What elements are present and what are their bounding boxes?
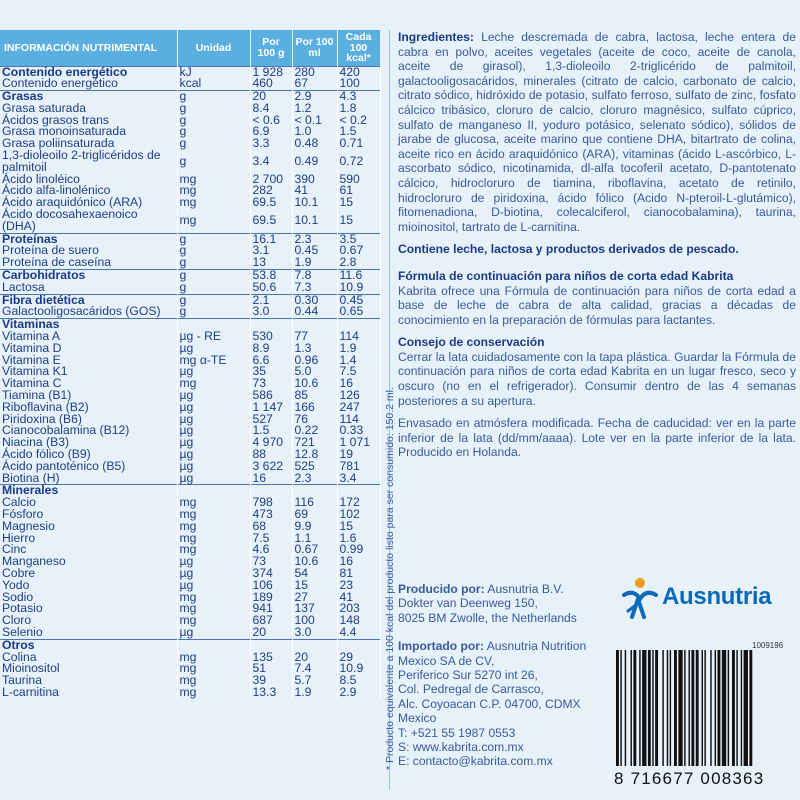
value-per-100kcal: 41 <box>337 592 380 604</box>
nutrient-name: Ácido fólico (B9) <box>0 449 177 461</box>
value-per-100kcal: 114 <box>337 414 380 426</box>
nutrient-name: Ácido araquidónico (ARA) <box>0 197 177 209</box>
value-per-100g: 687 <box>250 615 292 627</box>
value-per-100kcal: 1.9 <box>337 343 380 355</box>
value-per-100ml: 54 <box>292 568 337 580</box>
value-per-100g: 20 <box>250 91 292 103</box>
unit: g <box>177 257 250 269</box>
value-per-100g: 16.1 <box>250 233 292 245</box>
nutrient-name: Cianocobalamina (B12) <box>0 425 177 437</box>
unit: mg <box>177 497 250 509</box>
unit: µg <box>177 437 250 449</box>
value-per-100g: 941 <box>250 603 292 615</box>
value-per-100g: 2.1 <box>250 294 292 306</box>
nutrient-name: Colina <box>0 652 177 664</box>
value-per-100g: 473 <box>250 509 292 521</box>
nutrition-table <box>0 30 381 699</box>
value-per-100kcal: 1 071 <box>337 437 380 449</box>
ingredients-text: Leche descremada de cabra, lactosa, leche entera de cabra en polvo, aceites vegetales (aceite de coco, aceite de canola, aceite de girasol), 1,3-dioleoilo 2-triglicérido de palmitoil, galactooligosacáridos, minerales (citrato de calcio, carbonato de calcio, citrato sódico, hidróxido de potasio, sulfato ferroso, sulfato de zinc, fosfato cálcico tribásico, cloruro de calcio, cloruro magnésico, sulfato cúprico, sulfato de manganeso II, yoduro potásico, selenato sódico), sólidos de jarabe de glucosa, aceite marino que contiene DHA, bitartrato de colina, aceite rico en ácido araquidónico (ARA), vitaminas (ácido L-ascórbico, L-ascorbato sódico, nicotinamida, dl-alfa tocoferil acetato, D-pantotenato cálcico, hidrocloruro de tiamina, riboflavina, acetato de retinilo, hidrocloruro de piridoxina, ácido fólico (Acido N-pteroil-L-glutámico), fitomenadiona, D-biotina, colecalciferol, cianocobalamina), taurina, mioinositol, tartrato de L-carnitina. <box>398 30 796 234</box>
value-per-100ml: 1.9 <box>292 257 337 269</box>
unit: mg α-TE <box>177 355 250 367</box>
value-per-100g: 69.5 <box>250 209 292 233</box>
value-per-100ml: 10.1 <box>292 209 337 233</box>
nutrient-name: Yodo <box>0 580 177 592</box>
unit: mg <box>177 603 250 615</box>
unit: mg <box>177 652 250 664</box>
table-row <box>0 150 380 174</box>
unit: µg <box>177 402 250 414</box>
unit: mg <box>177 675 250 687</box>
ausnutria-mark-icon <box>616 575 660 619</box>
table-row <box>0 627 380 639</box>
value-per-100kcal: < 0.2 <box>337 115 380 127</box>
value-per-100g: 6.6 <box>250 355 292 367</box>
value-per-100kcal: 0.71 <box>337 138 380 150</box>
value-per-100ml: 41 <box>292 185 337 197</box>
value-per-100kcal: 15 <box>337 521 380 533</box>
unit: mg <box>177 663 250 675</box>
value-per-100g: 1 147 <box>250 402 292 414</box>
value-per-100g: 2 700 <box>250 174 292 186</box>
small-code: 1009196 <box>752 641 784 650</box>
value-per-100g: 16 <box>250 473 292 485</box>
nutrient-name: Grasa poliinsaturada <box>0 138 177 150</box>
nutrient-name: Ácido docosahexaenoico (DHA) <box>0 209 177 233</box>
value-per-100kcal: 2.8 <box>337 257 380 269</box>
nutrient-name: Contenido energético <box>0 66 177 78</box>
nutrient-name: Galactooligosacáridos (GOS) <box>0 306 177 318</box>
unit: g <box>177 282 250 294</box>
value-per-100kcal: 420 <box>337 66 380 78</box>
value-per-100g: 6.9 <box>250 126 292 138</box>
value-per-100ml: 67 <box>292 78 337 90</box>
unit: g <box>177 103 250 115</box>
value-per-100g: 1 928 <box>250 66 292 78</box>
value-per-100ml: 0.96 <box>292 355 337 367</box>
nutrient-name: Magnesio <box>0 521 177 533</box>
value-per-100ml: 7.8 <box>292 270 337 282</box>
nutrition-table-body <box>0 66 380 699</box>
unit: µg - RE <box>177 331 250 343</box>
unit: mg <box>177 544 250 556</box>
value-per-100kcal: 1.6 <box>337 533 380 545</box>
nutrient-name: Mioinositol <box>0 663 177 675</box>
unit: mg <box>177 185 250 197</box>
value-per-100ml: 1.9 <box>292 687 337 699</box>
logo-text: Ausnutria <box>662 583 772 610</box>
value-per-100kcal: 3.4 <box>337 473 380 485</box>
value-per-100g: 282 <box>250 185 292 197</box>
value-per-100ml: 5.0 <box>292 366 337 378</box>
nutrient-name: Ácido pantoténico (B5) <box>0 461 177 473</box>
value-per-100ml: 525 <box>292 461 337 473</box>
value-per-100kcal: 0.45 <box>337 294 380 306</box>
nutrient-name: Vitamina A <box>0 331 177 343</box>
nutrient-name: Hierro <box>0 533 177 545</box>
value-per-100kcal: 100 <box>337 78 380 90</box>
value-per-100kcal: 15 <box>337 209 380 233</box>
nutrient-name: Vitamina K1 <box>0 366 177 378</box>
value-per-100ml: 0.67 <box>292 544 337 556</box>
value-per-100kcal: 0.67 <box>337 245 380 257</box>
value-per-100g: 586 <box>250 390 292 402</box>
value-per-100ml: 12.8 <box>292 449 337 461</box>
importer-line: Importado por: Ausnutria Nutrition <box>398 639 587 654</box>
importer-address-4: Alc. Coyoacan C.P. 04700, CDMX <box>398 696 581 711</box>
value-per-100g: 8.9 <box>250 343 292 355</box>
nutrient-name: Grasas <box>0 91 177 103</box>
unit: µg <box>177 366 250 378</box>
importer-email: E: contacto@kabrita.com.mx <box>398 754 553 769</box>
nutrient-name: Sodio <box>0 592 177 604</box>
ingredients-block <box>398 30 796 234</box>
value-per-100kcal: 11.6 <box>337 270 380 282</box>
value-per-100ml: 0.44 <box>292 306 337 318</box>
value-per-100ml: 137 <box>292 603 337 615</box>
nutrient-name: Cinc <box>0 544 177 556</box>
nutrient-name: Niacina (B3) <box>0 437 177 449</box>
value-per-100kcal: 1.5 <box>337 126 380 138</box>
value-per-100ml: 390 <box>292 174 337 186</box>
value-per-100kcal: 203 <box>337 603 380 615</box>
value-per-100kcal: 114 <box>337 331 380 343</box>
value-per-100g: 106 <box>250 580 292 592</box>
value-per-100g: 7.5 <box>250 533 292 545</box>
value-per-100kcal: 590 <box>337 174 380 186</box>
unit: g <box>177 138 250 150</box>
header-per-100g: Por 100 g <box>250 30 292 66</box>
unit: µg <box>177 461 250 473</box>
unit: mg <box>177 509 250 521</box>
value-per-100g: 39 <box>250 675 292 687</box>
unit: µg <box>177 580 250 592</box>
unit: mg <box>177 592 250 604</box>
producer-line: Producido por: Ausnutria B.V. <box>398 582 564 596</box>
nutrient-name: Proteínas <box>0 233 177 245</box>
value-per-100kcal: 148 <box>337 615 380 627</box>
value-per-100g: 3.4 <box>250 150 292 174</box>
value-per-100g: 3.0 <box>250 306 292 318</box>
table-row <box>0 209 380 233</box>
nutrient-name: Vitaminas <box>0 319 177 331</box>
nutrient-name: Lactosa <box>0 282 177 294</box>
unit: g <box>177 150 250 174</box>
nutrient-name: Selenio <box>0 627 177 639</box>
address-block <box>398 582 628 769</box>
value-per-100ml: 1.3 <box>292 343 337 355</box>
value-per-100kcal: 61 <box>337 185 380 197</box>
right-column <box>398 30 796 460</box>
importer-address-3: Col. Pedregal de Carrasco, <box>398 682 544 697</box>
value-per-100g: 53.8 <box>250 270 292 282</box>
nutrient-name: Grasa saturada <box>0 103 177 115</box>
nutrient-name: Tiamina (B1) <box>0 390 177 402</box>
value-per-100kcal: 102 <box>337 509 380 521</box>
value-per-100ml: 9.9 <box>292 521 337 533</box>
value-per-100ml: 85 <box>292 390 337 402</box>
value-per-100g: 3 622 <box>250 461 292 473</box>
unit: g <box>177 126 250 138</box>
unit: µg <box>177 390 250 402</box>
unit: mg <box>177 378 250 390</box>
nutrient-name: Vitamina D <box>0 343 177 355</box>
value-per-100kcal: 16 <box>337 378 380 390</box>
value-per-100kcal: 16 <box>337 556 380 568</box>
unit: kcal <box>177 78 250 90</box>
value-per-100ml: 166 <box>292 402 337 414</box>
unit: g <box>177 270 250 282</box>
nutrient-name: Otros <box>0 639 177 651</box>
value-per-100g: 13 <box>250 257 292 269</box>
value-per-100ml: < 0.1 <box>292 115 337 127</box>
value-per-100ml: 721 <box>292 437 337 449</box>
value-per-100ml: 7.4 <box>292 663 337 675</box>
value-per-100ml: 77 <box>292 331 337 343</box>
nutrient-name: L-carnitina <box>0 687 177 699</box>
unit: µg <box>177 449 250 461</box>
unit: g <box>177 294 250 306</box>
unit: mg <box>177 533 250 545</box>
value-per-100g: 51 <box>250 663 292 675</box>
value-per-100ml: 10.6 <box>292 556 337 568</box>
value-per-100ml: 10.6 <box>292 378 337 390</box>
storage-text: Cerrar la lata cuidadosamente con la tapa plástica. Guardar la Fórmula de continuación para niños de corta edad Kabrita en un lugar fresco, seco y oscuro (no en el refrigerador). Consumir dentro de las 4 semanas posteriores a su apertura. <box>398 349 796 408</box>
unit: mg <box>177 521 250 533</box>
value-per-100kcal: 172 <box>337 497 380 509</box>
unit: µg <box>177 414 250 426</box>
importer-address-2: Periferico Sur 5270 int 26, <box>398 668 538 683</box>
unit: mg <box>177 197 250 209</box>
packaging-text: Envasado en atmósfera modificada. Fecha de caducidad: ver en la parte inferior de la lata (dd/mm/aaaa). Lote ver en la parte inferior de la lata. Producido en Holanda. <box>398 416 796 460</box>
value-per-100g: 460 <box>250 78 292 90</box>
value-per-100ml: 0.49 <box>292 150 337 174</box>
value-per-100kcal: 126 <box>337 390 380 402</box>
header-per-100ml: Por 100 ml <box>292 30 337 66</box>
nutrient-name: Piridoxina (B6) <box>0 414 177 426</box>
value-per-100g: 1.5 <box>250 425 292 437</box>
unit: g <box>177 245 250 257</box>
header-per-100kcal: Cada 100 kcal* <box>337 30 380 66</box>
nutrient-name: Ácidos grasos trans <box>0 115 177 127</box>
value-per-100ml: 0.22 <box>292 425 337 437</box>
producer-address-1: Dokter van Deenweg 150, <box>398 596 538 611</box>
value-per-100g: 88 <box>250 449 292 461</box>
nutrient-name: Taurina <box>0 675 177 687</box>
value-per-100kcal: 10.9 <box>337 663 380 675</box>
nutrient-name: Ácido linoléico <box>0 174 177 186</box>
ingredients-label: Ingredientes: <box>398 30 474 44</box>
unit: mg <box>177 687 250 699</box>
nutrient-name: Fibra dietética <box>0 294 177 306</box>
value-per-100g: 8.4 <box>250 103 292 115</box>
storage-title: Consejo de conservación <box>398 335 545 350</box>
nutrient-name: Vitamina E <box>0 355 177 367</box>
unit: µg <box>177 556 250 568</box>
formula-text: Kabrita ofrece una Fórmula de continuación para niños de corta edad a base de leche de cabra de alta calidad, gracias a décadas de conocimiento en la preparación de fórmulas para lactantes. <box>398 283 796 327</box>
value-per-100g: 527 <box>250 414 292 426</box>
value-per-100ml: 20 <box>292 652 337 664</box>
value-per-100kcal: 1.4 <box>337 355 380 367</box>
value-per-100g: 68 <box>250 521 292 533</box>
value-per-100g: 3.3 <box>250 138 292 150</box>
nutrient-name: Vitamina C <box>0 378 177 390</box>
value-per-100ml: 5.7 <box>292 675 337 687</box>
unit: g <box>177 306 250 318</box>
allergen-statement: Contiene leche, lactosa y productos derivados de pescado. <box>398 242 739 257</box>
value-per-100g: 4.6 <box>250 544 292 556</box>
value-per-100ml: 280 <box>292 66 337 78</box>
value-per-100kcal: 0.99 <box>337 544 380 556</box>
nutrient-name: Riboflavina (B2) <box>0 402 177 414</box>
value-per-100kcal: 4.3 <box>337 91 380 103</box>
barcode-icon <box>612 650 800 766</box>
importer-country: Mexico <box>398 711 437 726</box>
value-per-100g: 3.1 <box>250 245 292 257</box>
value-per-100ml: 0.45 <box>292 245 337 257</box>
value-per-100g: 50.6 <box>250 282 292 294</box>
value-per-100ml: 69 <box>292 509 337 521</box>
unit: µg <box>177 425 250 437</box>
value-per-100ml: 2.3 <box>292 473 337 485</box>
unit: µg <box>177 473 250 485</box>
value-per-100kcal: 2.9 <box>337 687 380 699</box>
value-per-100kcal: 1.8 <box>337 103 380 115</box>
table-row <box>0 687 380 699</box>
value-per-100kcal: 4.4 <box>337 627 380 639</box>
value-per-100g: 374 <box>250 568 292 580</box>
unit: mg <box>177 174 250 186</box>
nutrient-name: Potasio <box>0 603 177 615</box>
nutrient-name: 1,3-dioleoilo 2-triglicéridos de palmitoil <box>0 150 177 174</box>
value-per-100kcal: 10.9 <box>337 282 380 294</box>
value-per-100kcal: 15 <box>337 197 380 209</box>
value-per-100kcal: 781 <box>337 461 380 473</box>
nutrient-name: Proteína de caseína <box>0 257 177 269</box>
unit: mg <box>177 209 250 233</box>
value-per-100ml: 100 <box>292 615 337 627</box>
value-per-100ml: 10.1 <box>292 197 337 209</box>
value-per-100ml: 1.1 <box>292 533 337 545</box>
formula-title: Fórmula de continuación para niños de corta edad Kabrita <box>398 268 734 283</box>
ausnutria-logo <box>616 575 771 619</box>
value-per-100g: 4 970 <box>250 437 292 449</box>
unit: µg <box>177 343 250 355</box>
unit: kJ <box>177 66 250 78</box>
value-per-100g: 73 <box>250 556 292 568</box>
table-header-row <box>0 30 380 66</box>
value-per-100ml: 2.9 <box>292 91 337 103</box>
value-per-100ml: 0.48 <box>292 138 337 150</box>
value-per-100g: 69.5 <box>250 197 292 209</box>
nutrient-name: Cobre <box>0 568 177 580</box>
header-unit: Unidad <box>177 30 250 66</box>
nutrient-name: Cloro <box>0 615 177 627</box>
value-per-100kcal: 7.5 <box>337 366 380 378</box>
value-per-100g: 135 <box>250 652 292 664</box>
value-per-100g: 35 <box>250 366 292 378</box>
unit: g <box>177 91 250 103</box>
value-per-100kcal: 247 <box>337 402 380 414</box>
nutrient-name: Proteína de suero <box>0 245 177 257</box>
unit: g <box>177 115 250 127</box>
value-per-100g: 20 <box>250 627 292 639</box>
importer-website: S: www.kabrita.com.mx <box>398 740 524 755</box>
value-per-100kcal: 8.5 <box>337 675 380 687</box>
value-per-100ml: 116 <box>292 497 337 509</box>
barcode-number: 8 716677 008363 <box>614 769 765 788</box>
nutrient-name: Fósforo <box>0 509 177 521</box>
value-per-100ml: 1.0 <box>292 126 337 138</box>
unit: µg <box>177 568 250 580</box>
value-per-100ml: 7.3 <box>292 282 337 294</box>
value-per-100ml: 27 <box>292 592 337 604</box>
value-per-100kcal: 19 <box>337 449 380 461</box>
nutrient-name: Ácido alfa-linolénico <box>0 185 177 197</box>
value-per-100g: 189 <box>250 592 292 604</box>
value-per-100kcal: 3.5 <box>337 233 380 245</box>
unit: µg <box>177 627 250 639</box>
value-per-100kcal: 0.33 <box>337 425 380 437</box>
importer-address-1: Mexico SA de CV, <box>398 653 495 668</box>
nutrient-name: Carbohidratos <box>0 270 177 282</box>
value-per-100g: 798 <box>250 497 292 509</box>
value-per-100kcal: 23 <box>337 580 380 592</box>
value-per-100g: 13.3 <box>250 687 292 699</box>
nutrient-name: Biotina (H) <box>0 473 177 485</box>
value-per-100ml: 15 <box>292 580 337 592</box>
value-per-100ml: 76 <box>292 414 337 426</box>
value-per-100g: < 0.6 <box>250 115 292 127</box>
value-per-100g: 73 <box>250 378 292 390</box>
table-row <box>0 78 380 90</box>
value-per-100g: 530 <box>250 331 292 343</box>
value-per-100ml: 3.0 <box>292 627 337 639</box>
value-per-100kcal: 0.65 <box>337 306 380 318</box>
table-section-row <box>0 270 380 282</box>
nutrient-name: Minerales <box>0 485 177 497</box>
value-per-100kcal: 81 <box>337 568 380 580</box>
value-per-100ml: 1.2 <box>292 103 337 115</box>
value-per-100kcal: 0.72 <box>337 150 380 174</box>
value-per-100ml: 0.30 <box>292 294 337 306</box>
nutrient-name: Manganeso <box>0 556 177 568</box>
footnote: * Producto equivalente a 100 kcal del producto listo para ser consumido: 150.2 ml. <box>384 387 396 770</box>
nutrient-name: Grasa monoinsaturada <box>0 126 177 138</box>
value-per-100kcal: 29 <box>337 652 380 664</box>
nutrient-name: Calcio <box>0 497 177 509</box>
header-title: INFORMACIÓN NUTRIMENTAL <box>0 30 177 66</box>
nutrient-name: Contenido energético <box>0 78 177 90</box>
producer-address-2: 8025 BM Zwolle, the Netherlands <box>398 610 577 625</box>
importer-phone: T: +521 55 1987 0553 <box>398 725 516 740</box>
unit: g <box>177 233 250 245</box>
value-per-100ml: 2.3 <box>292 233 337 245</box>
unit: mg <box>177 615 250 627</box>
